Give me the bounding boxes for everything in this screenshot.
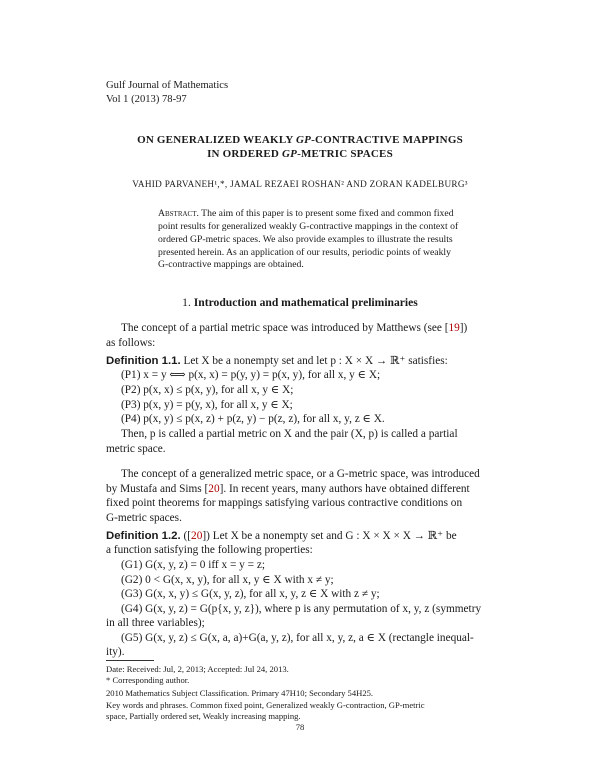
journal-name: Gulf Journal of Mathematics [106, 80, 229, 91]
para2-line-3: fixed point theorems for mappings satisfying various contractive conditions on [106, 497, 463, 509]
footnote-corresponding: * Corresponding author. [106, 675, 190, 685]
abstract-line-5: G-contractive mappings are obtained. [158, 259, 304, 270]
paper-title-line-2: IN ORDERED GP-METRIC SPACES [207, 148, 393, 160]
section-heading: 1. Introduction and mathematical preliminaries [182, 296, 418, 309]
def1-item-p2: (P2) p(x, x) ≤ p(x, y), for all x, y ∈ X; [121, 384, 294, 396]
def2-item-g2: (G2) 0 < G(x, x, y), for all x, y ∈ X with x ≠ y; [121, 574, 334, 586]
def1-item-p1: (P1) x = y ⟺ p(x, x) = p(y, y) = p(x, y), for all x, y ∈ X; [121, 369, 381, 381]
citation-link[interactable]: 20 [208, 483, 220, 495]
def2-item-g4-cont: in all three variables); [106, 617, 205, 629]
journal-volume: Vol 1 (2013) 78-97 [106, 94, 187, 105]
para2-line-2: by Mustafa and Sims [20]. In recent years, many authors have obtained different [106, 483, 470, 495]
def1-close-line-1: Then, p is called a partial metric on X and the pair (X, p) is called a partial [121, 428, 458, 440]
abstract-label: Abstract. [158, 208, 199, 219]
authors: VAHID PARVANEH¹,*, JAMAL REZAEI ROSHAN² AND ZORAN KADELBURG³ [132, 179, 468, 189]
def1-item-p3: (P3) p(x, y) = p(y, x), for all x, y ∈ X; [121, 399, 293, 411]
paper-title-line-1: ON GENERALIZED WEAKLY GP-CONTRACTIVE MAPPINGS [137, 134, 463, 146]
footnote-keywords-1: Key words and phrases. Common fixed point, Generalized weakly G-contraction, GP-metric [106, 700, 425, 710]
definition-label: Definition 1.1. [106, 355, 181, 367]
def2-item-g5-cont: ity). [106, 646, 125, 658]
def2-item-g4: (G4) G(x, y, z) = G(p{x, y, z}), where p is any permutation of x, y, z (symmetry [121, 603, 482, 615]
footnote-date: Date: Received: Jul, 2, 2013; Accepted: Jul 24, 2013. [106, 664, 289, 674]
def2-item-g5: (G5) G(x, y, z) ≤ G(x, a, a)+G(a, y, z), for all x, y, z, a ∈ X (rectangle inequal- [121, 632, 474, 644]
def2-item-g1: (G1) G(x, y, z) = 0 iff x = y = z; [121, 559, 265, 571]
abstract-line-2: point results for generalized weakly G-contractive mappings in the context of [158, 221, 459, 232]
footnote-msc: 2010 Mathematics Subject Classification. Primary 47H10; Secondary 54H25. [106, 688, 374, 698]
abstract-line-4: presented herein. As an application of our results, periodic points of weakly [158, 247, 451, 258]
abstract-line-3: ordered GP-metric spaces. We also provide examples to illustrate the results [158, 234, 453, 245]
citation-link[interactable]: 20 [191, 530, 203, 542]
page-number: 78 [295, 722, 305, 732]
footnote-keywords-2: space, Partially ordered set, Weakly increasing mapping. [106, 711, 301, 721]
definition-1-2-line: Definition 1.2. ([20]) Let X be a nonempty set and G : X × X × X → ℝ⁺ be [106, 530, 457, 542]
def1-close-line-2: metric space. [106, 443, 166, 455]
intro-line-1: The concept of a partial metric space was introduced by Matthews (see [19]) [121, 322, 468, 334]
definition-label: Definition 1.2. [106, 530, 181, 542]
definition-1-1-line: Definition 1.1. Let X be a nonempty set and let p : X × X → ℝ⁺ satisfies: [106, 355, 448, 367]
citation-link[interactable]: 19 [448, 322, 460, 334]
footnote-rule [106, 660, 154, 661]
def2-intro-line-2: a function satisfying the following properties: [106, 544, 313, 556]
intro-line-2: as follows: [106, 337, 156, 349]
para2-line-1: The concept of a generalized metric space, or a G-metric space, was introduced [121, 468, 480, 480]
def1-item-p4: (P4) p(x, y) ≤ p(x, z) + p(z, y) − p(z, z), for all x, y, z ∈ X. [121, 413, 385, 425]
def2-item-g3: (G3) G(x, x, y) ≤ G(x, y, z), for all x, y, z ∈ X with z ≠ y; [121, 588, 380, 600]
abstract-line-1: Abstract. The aim of this paper is to present some fixed and common fixed [158, 208, 454, 219]
para2-line-4: G-metric spaces. [106, 512, 182, 524]
